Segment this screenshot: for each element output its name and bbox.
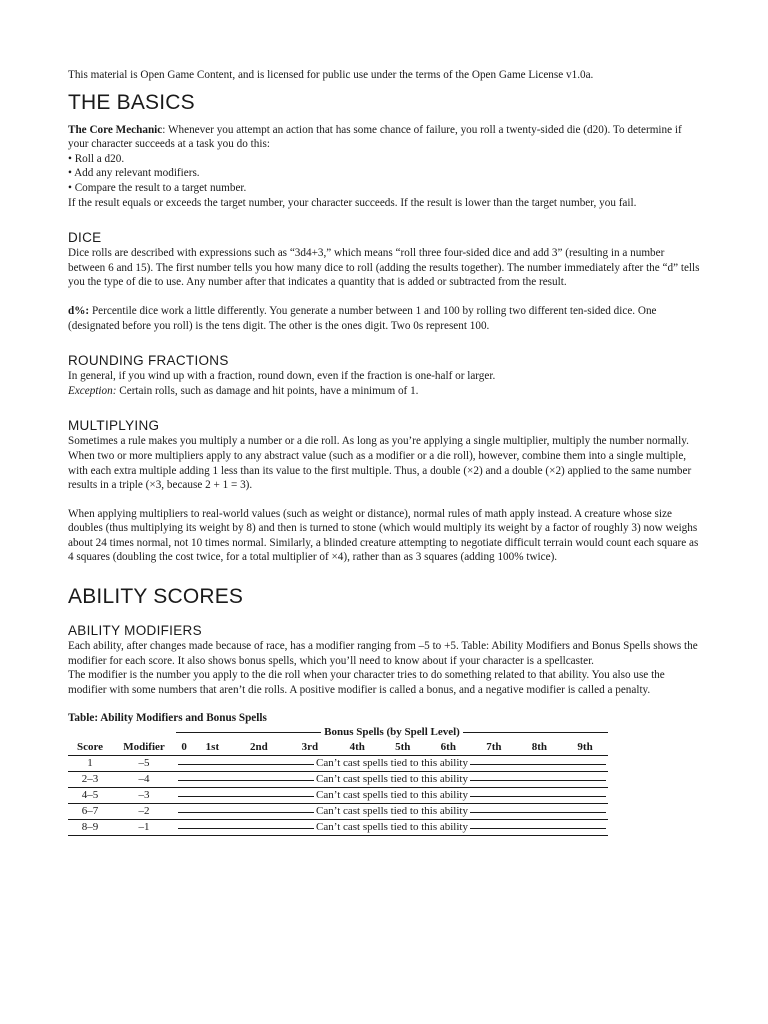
document-page (68, 64, 702, 836)
bonus-spells-cell: Can’t cast spells tied to this ability (176, 804, 608, 820)
score-cell: 4–5 (68, 788, 112, 804)
modifier-cell: –2 (112, 804, 176, 820)
score-cell: 2–3 (68, 772, 112, 788)
column-header-level: 7th (486, 741, 502, 754)
heading-ability-modifiers: ABILITY MODIFIERS (68, 623, 202, 639)
core-mechanic-text: : Whenever you attempt an action that has some chance of failure, you roll a twenty-sided die (d20). To determine if your character succeeds at a task you do this: (68, 123, 682, 151)
bonus-spells-cell: Can’t cast spells tied to this ability (176, 772, 608, 788)
ability-paragraph-1: Each ability, after changes made because of race, has a modifier ranging from –5 to +5. Table: Ability Modifiers and Bonus Spells shows the modifier for each score. It also shows bonus spells, which you’ll need to know about if your character is a spellcaster. (68, 640, 698, 667)
table-row (68, 788, 608, 804)
column-header-level: 9th (577, 741, 593, 754)
score-cell: 1 (68, 756, 112, 772)
table-row (68, 804, 608, 820)
percentile-text: Percentile dice work a little differently. You generate a number between 1 and 100 by rolling two different ten-sided dice. One (designated before you roll) is the tens digit. The other is the ones digit. Two 0s represent 100. (68, 304, 657, 332)
table-row (68, 772, 608, 788)
exception-paragraph (68, 384, 702, 399)
bonus-spells-cell: Can’t cast spells tied to this ability (176, 788, 608, 804)
column-header-level: 0 (181, 741, 187, 754)
column-header-modifier: Modifier (123, 741, 165, 754)
modifier-cell: –5 (112, 756, 176, 772)
bonus-spells-header: Bonus Spells (by Spell Level) (176, 725, 608, 740)
table-row (68, 756, 608, 772)
column-header-level: 2nd (250, 741, 268, 754)
table-bottom-rule (68, 836, 608, 837)
bonus-spells-cell: Can’t cast spells tied to this ability (176, 820, 608, 836)
heading-rounding-fractions: ROUNDING FRACTIONS (68, 353, 229, 369)
heading-ability-scores: ABILITY SCORES (68, 585, 244, 609)
multiplying-paragraph-1: Sometimes a rule makes you multiply a number or a die roll. As long as you’re applying a single multiplier, multiply the number normally. When two or more multipliers apply to any abstract value (such as a modifier or a die roll), however, combine them into a single multiple, with each extra multiple adding 1 less than its value to the first multiple. Thus, a double (×2) and a double (×2) applied to the same number results in a triple (×3, because 2 + 1 = 3). (68, 435, 692, 492)
ability-paragraph-2: The modifier is the number you apply to the die roll when your character tries to do something related to that ability. You also use the modifier with some numbers that aren’t die rolls. A positive modifier is called a bonus, and a negative modifier is called a penalty. (68, 669, 665, 696)
table-row (68, 820, 608, 836)
modifier-cell: –4 (112, 772, 176, 788)
modifier-cell: –1 (112, 820, 176, 836)
heading-multiplying: MULTIPLYING (68, 418, 160, 434)
dice-paragraph: Dice rolls are described with expressions such as “3d4+3,” which means “roll three four-sided dice and add 3” (resulting in a number between 6 and 15). The first number tells you how many dice to roll (adding the results together). The number immediately after the “d” tells you the type of die to use. Any number after that indicates a quantity that is added or subtracted from the result. (68, 247, 700, 289)
column-header-level: 3rd (301, 741, 319, 754)
percentile-paragraph (68, 304, 702, 333)
bullet-item: • Roll a d20. (68, 152, 125, 165)
ability-modifiers-table (68, 725, 608, 836)
column-header-level: 4th (349, 741, 365, 754)
exception-label: Exception: (68, 384, 117, 397)
column-header-level: 8th (531, 741, 548, 754)
table-header-row-2 (68, 740, 608, 756)
multiplying-paragraph-2: When applying multipliers to real-world values (such as weight or distance), normal rules of math apply instead. A creature whose size doubles (thus multiplying its weight by 8) and then is turned to stone (which would multiply its weight by a factor of roughly 3) now weighs about 24 times normal, not 10 times normal. Similarly, a blinded creature attempting to negotiate difficult terrain would count each square as 4 squares (doubling the cost twice, for a total multiplier of ×4), rather than as 3 squares (adding 100% twice). (68, 507, 699, 564)
column-header-score: Score (76, 741, 104, 754)
table-title: Table: Ability Modifiers and Bonus Spells (68, 712, 267, 725)
core-mechanic-paragraph (68, 123, 702, 152)
heading-the-basics: THE BASICS (68, 90, 195, 114)
column-header-level: 6th (440, 741, 456, 754)
exception-text: Certain rolls, such as damage and hit points, have a minimum of 1. (116, 384, 419, 397)
table-header-row-1 (68, 725, 608, 740)
rounding-paragraph: In general, if you wind up with a fraction, round down, even if the fraction is one-half or larger. (68, 370, 496, 383)
column-header-level: 1st (205, 741, 220, 754)
bullet-item: • Compare the result to a target number. (68, 181, 247, 194)
heading-dice: DICE (68, 230, 102, 246)
modifier-cell: –3 (112, 788, 176, 804)
percentile-label: d%: (68, 304, 90, 317)
core-mechanic-label: The Core Mechanic (68, 123, 163, 136)
bonus-spells-cell: Can’t cast spells tied to this ability (176, 756, 608, 772)
bullet-item: • Add any relevant modifiers. (68, 167, 200, 180)
score-cell: 8–9 (68, 820, 112, 836)
column-header-level: 5th (395, 741, 411, 754)
score-cell: 6–7 (68, 804, 112, 820)
result-paragraph: If the result equals or exceeds the target number, your character succeeds. If the result is lower than the target number, you fail. (68, 196, 637, 209)
license-notice: This material is Open Game Content, and is licensed for public use under the terms of the Open Game License v1.0a. (68, 69, 594, 81)
